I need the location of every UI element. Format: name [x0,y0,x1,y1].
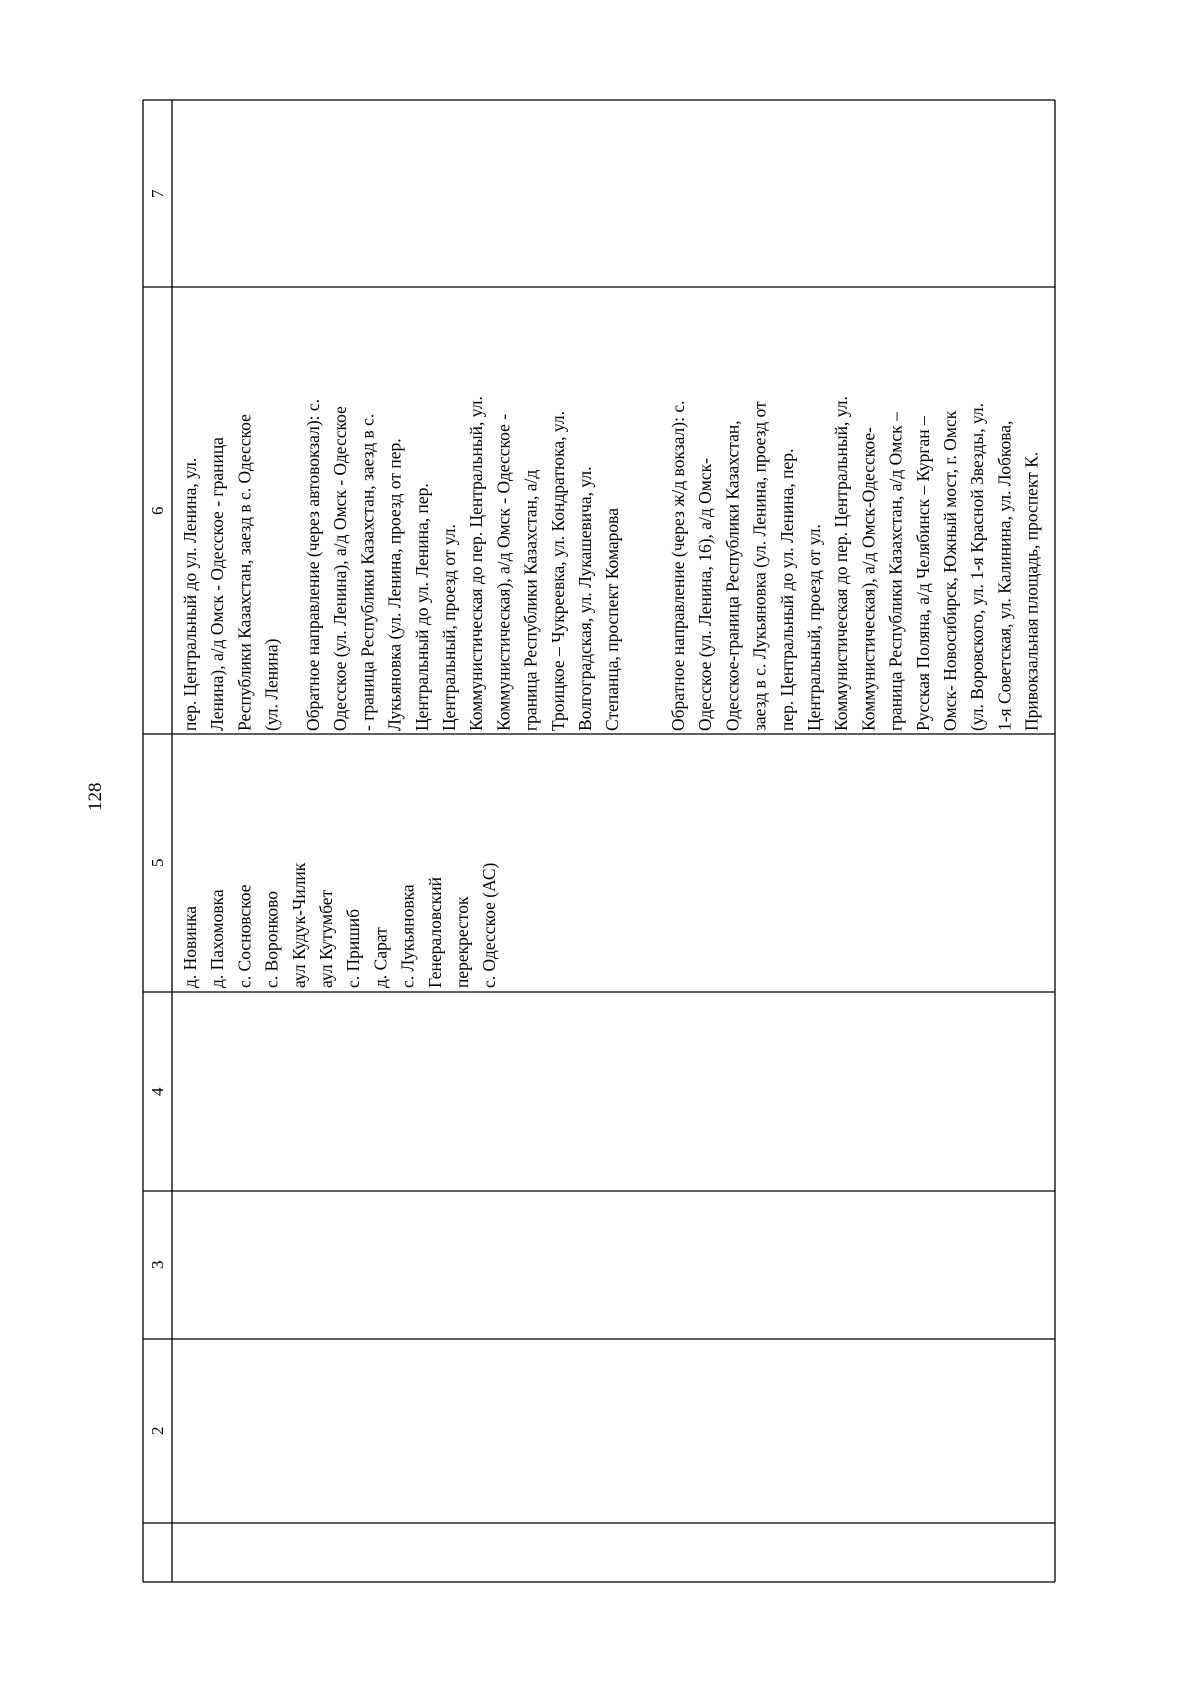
stops-list: д. Новинка д. Пахомовка с. Сосновское с. Воронково аул Кудук-Чилик аул Кутумбет с. Пришиб д. Сарат с. Лукьяновка Генераловский перекресток с. Одесское (АС) [180,862,500,988]
column-number-5: 5 [148,858,167,868]
column-number-3: 3 [148,1260,167,1270]
route-return-via-railway-station: Обратное направление (через ж/д вокзал): с. Одесское (ул. Ленина, 16), а/д Омск- Одесское-граница Республики Казахстан, заезд в с. Лукьяновка (ул. Ленина, проезд от пер. Центральный до ул. Ленина, пер. Центральный, проезд от ул. Коммунистическая до пер. Центральный, ул. Коммунистическая), а/д Омск-Одесское- граница Республики Казахстан, а/д Омск – Русская Поляна, а/д Челябинск – Курган – Омск- Новосибирск, Южный мост, г. Омск (ул. Воровского, ул. 1-я Красной Звезды, ул. 1-я Советская, ул. Калинина, ул. Лобкова, Привокзальная площадь, проспект К. [668,396,1042,731]
column-number-2: 2 [148,1426,167,1436]
column-number-6: 6 [148,506,167,515]
route-description-continuation: пер. Центральный до ул. Ленина, ул. Ленина), а/д Омск - Одесское - граница Республики Казахстан, заезд в с. Одесское (ул. Ленина) [180,414,282,731]
route-return-via-bus-station: Обратное направление (через автовокзал): с. Одесское (ул. Ленина), а/д Омск - Одесское - граница Республики Казахстан, заезд в с. Лукьяновка (ул. Ленина, проезд от пер. Центральный до ул. Ленина, пер. Центральный, проезд от ул. Коммунистическая до пер. Центральный, ул. Коммунистическая), а/д Омск - Одесское - граница Республики Казахстан, а/д Троицкое – Чукреевка, ул. Кондратюка, ул. Волгоградская, ул. Лукашевича, ул. Степанца, проспект Комарова [303,396,623,731]
column-number-7: 7 [148,189,167,198]
page-number: 128 [85,782,106,812]
column-number-4: 4 [148,1087,167,1096]
